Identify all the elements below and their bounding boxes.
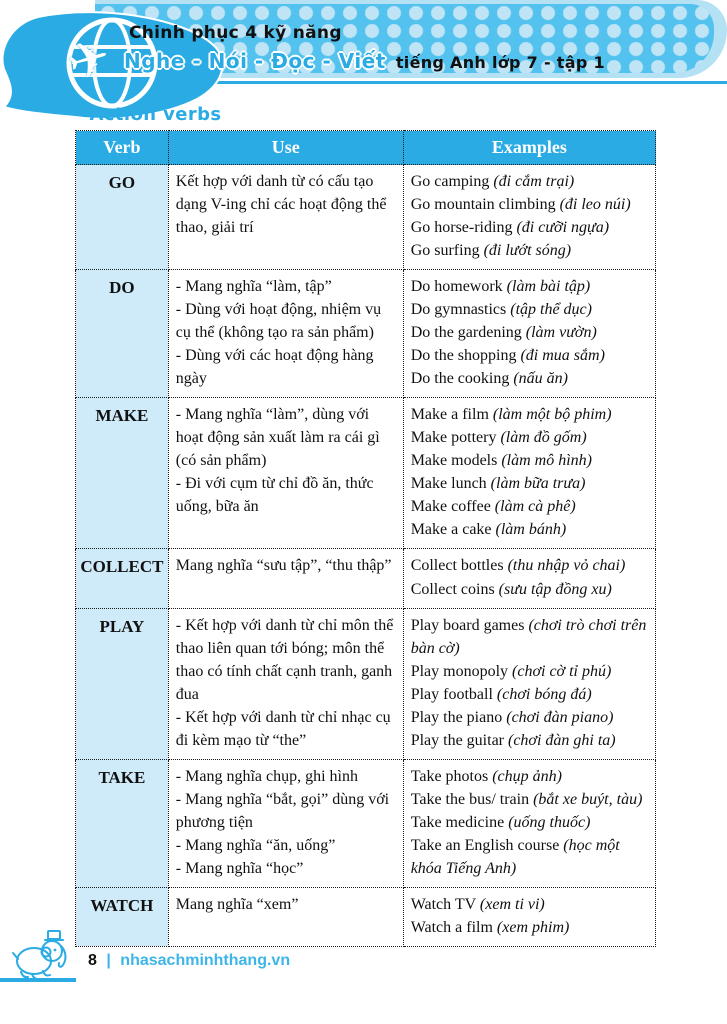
example-line: Make a cake (làm bánh) [410,521,567,539]
example-line: Make coffee (làm cà phê) [410,498,576,516]
examples-cell [403,165,655,270]
use-line: - Mang nghĩa chụp, ghi hình [175,767,358,785]
page-number: 8 [88,952,97,969]
verb-cell: COLLECT [76,549,169,608]
use-line: - Kết hợp với danh từ chỉ nhạc cụ đi kèm mạo từ “the” [175,708,391,749]
table-row [76,398,656,549]
col-header-use: Use [168,131,403,165]
example-line: Take the bus/ train (bắt xe buýt, tàu) [410,790,643,808]
example-line: Go mountain climbing (đi leo núi) [410,196,631,214]
table-row [76,759,656,887]
use-line: - Dùng với các hoạt động hàng ngày [175,347,374,388]
example-line: Play the piano (chơi đàn piano) [410,708,614,726]
examples-cell [403,270,655,398]
use-line: - Mang nghĩa “bắt, gọi” dùng với phương tiện [175,790,390,831]
footer-rule [0,978,76,982]
verb-cell: WATCH [76,887,169,946]
examples-cell [403,398,655,549]
example-line: Make lunch (làm bữa trưa) [410,475,586,493]
example-line: Make pottery (làm đồ gốm) [410,429,587,447]
examples-cell [403,549,655,608]
table-row [76,549,656,608]
example-line: Watch a film (xem phim) [410,918,570,936]
use-cell [168,759,403,887]
col-header-verb: Verb [76,131,169,165]
table-row [76,887,656,946]
use-cell [168,887,403,946]
header-tagline: Chinh phục 4 kỹ năng [129,23,342,43]
use-line: - Mang nghĩa “ăn, uống” [175,836,336,854]
use-cell [168,608,403,759]
verb-cell: TAKE [76,759,169,887]
verb-cell: DO [76,270,169,398]
use-line: Mang nghĩa “sưu tập”, “thu thập” [175,557,392,575]
example-line: Take photos (chụp ảnh) [410,767,562,785]
verb-cell: GO [76,165,169,270]
example-line: Watch TV (xem ti vi) [410,895,545,913]
example-line: Go horse-riding (đi cưỡi ngựa) [410,219,610,237]
action-verbs-table [75,130,656,947]
example-line: Play monopoly (chơi cờ tỉ phú) [410,662,612,680]
example-line: Go camping (đi cắm trại) [410,173,575,190]
example-line: Do the shopping (đi mua sắm) [410,347,605,365]
example-line: Collect coins (sưu tập đồng xu) [410,580,612,598]
use-cell [168,398,403,549]
example-line: Make a film (làm một bộ phim) [410,406,612,424]
use-cell [168,165,403,270]
example-line: Play the guitar (chơi đàn ghi ta) [410,731,616,749]
table-row [76,270,656,398]
example-line: Do gymnastics (tập thể dục) [410,301,592,319]
use-line: - Đi với cụm từ chỉ đồ ăn, thức uống, bữa ăn [175,475,374,516]
header-subtitle [124,49,605,73]
airplane-icon: ✈ [60,26,118,94]
use-line: Mang nghĩa “xem” [175,895,299,913]
example-line: Play football (chơi bóng đá) [410,685,592,703]
use-line: Kết hợp với danh từ có cấu tạo dạng V-ing chỉ các hoạt động thể thao, giải trí [175,173,387,237]
use-cell [168,270,403,398]
example-line: Do the gardening (làm vườn) [410,324,597,342]
example-line: Do the cooking (nấu ăn) [410,370,568,388]
use-line: - Dùng với hoạt động, nhiệm vụ cụ thể (không tạo ra sản phẩm) [175,301,382,342]
col-header-examples: Examples [403,131,655,165]
action-verbs-table-wrap [75,130,656,947]
publisher-site: nhasachminhthang.vn [120,952,291,969]
header-book-text: tiếng Anh lớp 7 - tập 1 [395,53,605,72]
example-line: Take medicine (uống thuốc) [410,813,591,831]
footer-separator: | [106,952,111,969]
verb-table-body [76,165,656,947]
section-title: * Action verbs [73,104,222,125]
verb-cell: MAKE [76,398,169,549]
use-cell [168,549,403,608]
header-underline [168,81,727,84]
verb-cell: PLAY [76,608,169,759]
use-line: - Kết hợp với danh từ chỉ môn thể thao liên quan tới bóng; môn thể thao có tính chất cạnh tranh, ganh đua [175,616,394,703]
header-skills-text: Nghe - Nói - Đọc - Viết [124,49,386,73]
use-line: - Mang nghĩa “làm”, dùng với hoạt động sản xuất làm ra cái gì (có sản phẩm) [175,406,380,470]
example-line: Play board games (chơi trò chơi trên bàn cờ) [410,616,647,657]
use-line: - Mang nghĩa “học” [175,859,304,877]
examples-cell [403,759,655,887]
example-line: Do homework (làm bài tập) [410,278,591,296]
example-line: Take an English course (học một khóa Tiếng Anh) [410,836,620,877]
example-line: Go surfing (đi lướt sóng) [410,242,572,260]
use-line: - Mang nghĩa “làm, tập” [175,278,332,296]
examples-cell [403,608,655,759]
examples-cell [403,887,655,946]
footer [88,952,290,970]
table-row [76,165,656,270]
example-line: Make models (làm mô hình) [410,452,592,470]
table-row [76,608,656,759]
table-header-row [76,131,656,165]
example-line: Collect bottles (thu nhập vỏ chai) [410,557,626,575]
